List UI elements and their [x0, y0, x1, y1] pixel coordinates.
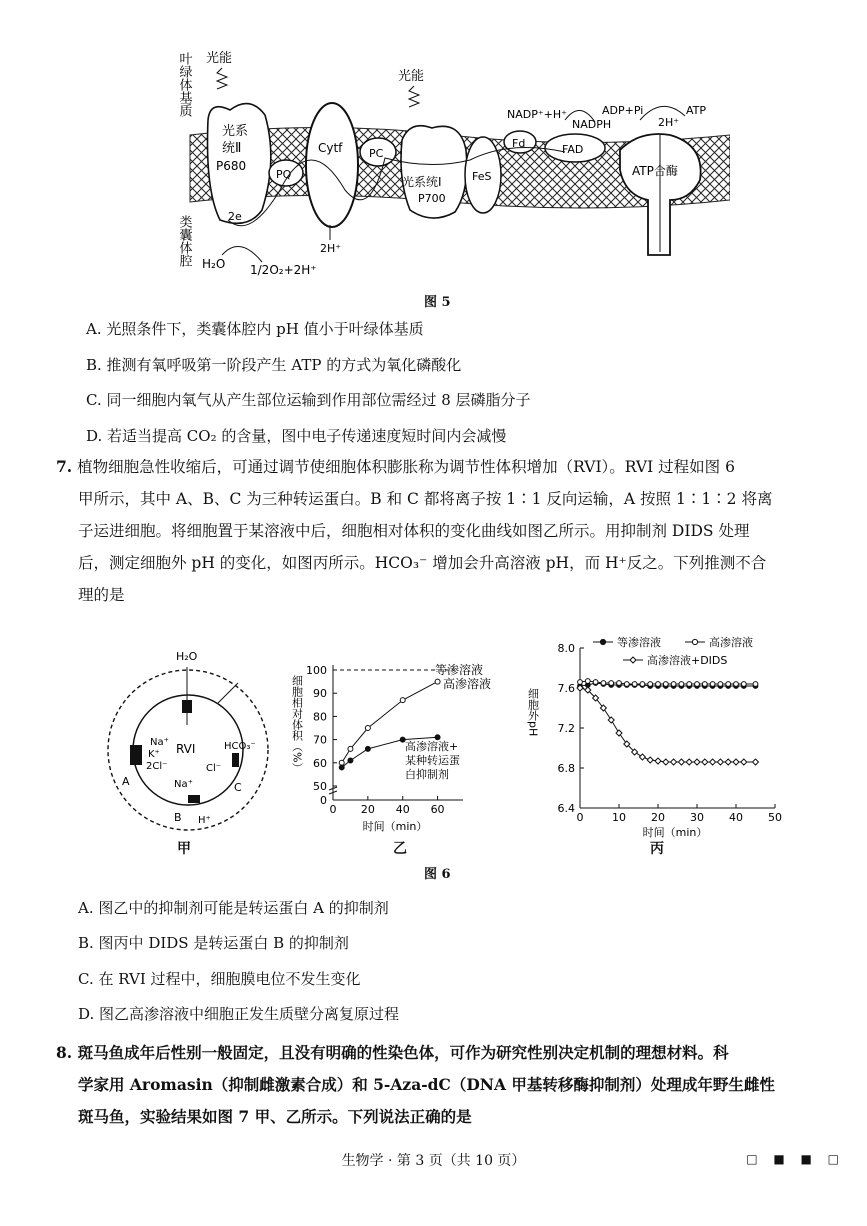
bing-point	[695, 682, 700, 687]
ps2-line-3: P680	[216, 159, 247, 173]
q8-line-1: 斑马鱼成年后性别一般固定，且没有明确的性染色体，可作为研究性别决定机制的理想材料。科	[77, 1043, 729, 1062]
figure-6-caption: 图 6	[424, 867, 451, 882]
bing-point	[655, 758, 661, 764]
bing-point	[718, 682, 723, 687]
yi-point	[365, 726, 370, 731]
yi-legend-hypertonic: 高渗溶液	[443, 677, 492, 691]
yi-point	[435, 679, 440, 684]
jia-a: A	[122, 775, 130, 788]
yi-point	[339, 765, 344, 770]
bing-point	[648, 682, 653, 687]
bing-point	[647, 757, 653, 763]
h-atp-label: 2H⁺	[658, 116, 680, 129]
yi-ytick-label: 90	[313, 687, 327, 701]
jia-rvi: RVI	[176, 742, 196, 756]
bing-point	[608, 717, 614, 723]
q6-option-b: B. 推测有氧呼吸第一阶段产生 ATP 的方式为氧化磷酸化	[86, 356, 462, 374]
bing-point	[753, 759, 759, 765]
bing-point	[585, 679, 590, 684]
electron-label: 2e	[228, 210, 242, 223]
bing-xtick-label: 10	[612, 811, 626, 824]
nadp-label: NADP⁺+H⁺	[507, 108, 567, 121]
q7-option-c: C. 在 RVI 过程中，细胞膜电位不发生变化	[78, 970, 361, 988]
adp-label: ADP+Pi	[602, 104, 644, 117]
jia-na-bottom: Na⁺	[174, 779, 193, 790]
q8-line-2: 学家用 Aromasin（抑制雌激素合成）和 5-Aza-dC（DNA 甲基转移酶抑制剂）处理成年野生雌性	[78, 1075, 775, 1094]
jia-cl: Cl⁻	[206, 763, 222, 774]
jia-2cl: 2Cl⁻	[146, 761, 168, 772]
jia-label: 甲	[177, 841, 191, 857]
q7-line-3: 子运进细胞。将细胞置于某溶液中后，细胞相对体积的变化曲线如图乙所示。用抑制剂 DIDS 处理	[78, 522, 750, 540]
bing-ytick-label: 7.6	[557, 682, 575, 695]
yi-point	[348, 758, 353, 763]
figure-6-yi-chart	[285, 655, 515, 845]
light-zigzag-1	[217, 68, 227, 89]
bing-xtick-label: 0	[576, 811, 584, 824]
bing-ytick-label: 6.8	[557, 762, 575, 775]
q6-option-c: C. 同一细胞内氧气从产生部位运输到作用部位需经过 8 层磷脂分子	[86, 391, 531, 409]
bing-point	[624, 682, 629, 687]
nadph-label: NADPH	[572, 118, 612, 131]
bing-xtick-label: 20	[651, 811, 665, 824]
yi-legend-inhibitor: 白抑制剂	[405, 768, 449, 781]
cytf-label: Cytf	[318, 141, 343, 155]
bing-ytick-label: 6.4	[557, 802, 575, 815]
bing-point	[702, 759, 708, 765]
jia-h: H⁺	[198, 815, 211, 826]
bing-ytick-label: 8.0	[557, 642, 575, 655]
bing-point	[710, 682, 715, 687]
bing-point	[678, 759, 684, 765]
q8-number: 8.	[56, 1043, 73, 1062]
figure-5-thylakoid-diagram	[170, 40, 730, 290]
q6-option-d: D. 若适当提高 CO₂ 的含量，图中电子传递速度短时间内会减慢	[86, 427, 507, 445]
ps2-line-1: 光系	[222, 124, 249, 139]
bing-xtick-label: 30	[690, 811, 704, 824]
bing-point	[617, 681, 622, 686]
bing-legend-1: 高渗溶液	[709, 636, 753, 649]
pq-label: PQ	[276, 168, 292, 181]
yi-ylabel: 细胞相对体积（%）	[290, 675, 304, 774]
bing-point	[632, 682, 637, 687]
atp-label: ATP	[686, 104, 707, 117]
bing-point	[671, 682, 676, 687]
oxygen-label: 1/2O₂+2H⁺	[250, 263, 317, 277]
ps2-line-2: 统Ⅱ	[222, 141, 242, 156]
light-zigzag-2	[409, 86, 419, 107]
bing-legend-marker-0	[600, 639, 605, 644]
yi-ytick-label: 50	[313, 780, 327, 793]
bing-xlabel: 时间（min）	[642, 826, 708, 839]
bing-ytick-label: 7.2	[557, 722, 575, 735]
yi-point	[365, 746, 370, 751]
bing-point	[717, 759, 723, 765]
bing-point	[663, 682, 668, 687]
bing-label: 丙	[650, 841, 664, 857]
atp-synthase-label: ATP合酶	[632, 164, 678, 178]
cytf	[306, 103, 358, 227]
bing-point	[733, 759, 739, 765]
yi-legend-inhibitor: 某种转运蛋	[405, 754, 460, 767]
figure-5-caption: 图 5	[424, 295, 451, 310]
bing-point	[694, 759, 700, 765]
bing-series-line-2	[580, 688, 756, 762]
bing-point	[734, 682, 739, 687]
bing-ylabel: 细胞外pH	[526, 688, 540, 737]
bing-point	[671, 759, 677, 765]
jia-c: C	[234, 781, 242, 794]
water-label: H₂O	[202, 257, 226, 271]
yi-xtick-label: 40	[395, 803, 410, 816]
yi-legend-isotonic: 等渗溶液	[435, 663, 484, 677]
bing-legend-marker-2	[630, 657, 636, 663]
bing-point	[702, 682, 707, 687]
q7-option-a: A. 图乙中的抑制剂可能是转运蛋白 A 的抑制剂	[78, 899, 389, 917]
lumen-label: 类囊体腔	[176, 215, 192, 267]
jia-h2o: H₂O	[176, 650, 198, 663]
bing-point	[725, 759, 731, 765]
figure-6-jia-cell	[100, 645, 280, 845]
q7-option-b: B. 图丙中 DIDS 是转运蛋白 B 的抑制剂	[78, 934, 349, 952]
h-cyt-label: 2H⁺	[320, 242, 342, 255]
jia-na-top: Na⁺	[150, 737, 169, 748]
yi-legend-inhibitor: 高渗溶液+	[405, 740, 459, 753]
yi-ytick-label: 0	[320, 794, 327, 807]
bing-point	[663, 759, 669, 765]
light-label-1: 光能	[206, 51, 233, 66]
bing-point	[686, 759, 692, 765]
light-label-2: 光能	[398, 69, 425, 84]
yi-ytick-label: 80	[313, 710, 327, 724]
bing-xtick-label: 40	[729, 811, 743, 824]
bing-xtick-label: 50	[768, 811, 782, 824]
q7-number: 7.	[56, 457, 73, 476]
q6-option-a: A. 光照条件下，类囊体腔内 pH 值小于叶绿体基质	[86, 320, 424, 338]
bing-point	[710, 759, 716, 765]
bing-legend-marker-1	[692, 639, 697, 644]
footer-marks: □ ■ ■ □	[746, 1152, 845, 1166]
yi-xtick-label: 0	[329, 803, 337, 816]
bing-point	[593, 680, 598, 685]
fad-label: FAD	[562, 143, 584, 156]
bing-point	[640, 682, 645, 687]
bing-point	[639, 754, 645, 760]
stroma-label: 叶绿体基质	[176, 52, 192, 117]
q7-option-d: D. 图乙高渗溶液中细胞正发生质壁分离复原过程	[78, 1005, 400, 1023]
bing-point	[741, 759, 747, 765]
q7-line-5: 理的是	[78, 586, 125, 604]
yi-ytick-label: 70	[313, 733, 327, 747]
bing-point	[741, 682, 746, 687]
page-footer: 生物学 · 第 3 页（共 10 页）	[341, 1153, 526, 1169]
q7-line-2: 甲所示，其中 A、B、C 为三种转运蛋白。B 和 C 都将离子按 1∶1 反向运输，A 按照 1∶1∶2 将离	[78, 490, 773, 508]
yi-point	[400, 698, 405, 703]
question-8-stem	[56, 1037, 826, 1133]
yi-label: 乙	[393, 841, 407, 857]
ps1-line-2: P700	[418, 192, 446, 205]
bing-point	[687, 682, 692, 687]
q7-line-4: 后，测定细胞外 pH 的变化，如图丙所示。HCO₃⁻ 增加会升高溶液 pH，而 H⁺反之。下列推测不合	[78, 554, 767, 572]
q8-line-3: 斑马鱼，实验结果如图 7 甲、乙所示。下列说法正确的是	[78, 1107, 472, 1126]
bing-point	[656, 682, 661, 687]
figure-6-bing-chart	[525, 630, 795, 840]
bing-point	[578, 680, 583, 685]
fd-label: Fd	[512, 137, 526, 150]
pc-label: PC	[369, 147, 384, 160]
jia-k: K⁺	[148, 749, 160, 760]
yi-ytick-label: 100	[306, 664, 327, 677]
ps1-line-1: 光系统Ⅰ	[402, 175, 442, 189]
bing-point	[726, 682, 731, 687]
yi-ytick-label: 60	[313, 756, 327, 770]
yi-xlabel: 时间（min）	[362, 820, 428, 833]
bing-legend-2: 高渗溶液+DIDS	[647, 654, 728, 667]
bing-point	[679, 682, 684, 687]
jia-hco3: HCO₃⁻	[224, 741, 256, 752]
bing-point	[601, 681, 606, 686]
yi-xtick-label: 20	[360, 803, 375, 816]
jia-b: B	[174, 811, 182, 824]
bing-point	[609, 681, 614, 686]
fes-label: FeS	[472, 170, 492, 183]
q7-line-1: 植物细胞急性收缩后，可通过调节使细胞体积膨胀称为调节性体积增加（RVI）。RVI 过程如图 6	[77, 458, 735, 476]
bing-legend-0: 等渗溶液	[617, 636, 661, 649]
yi-xtick-label: 60	[430, 803, 445, 816]
yi-point	[348, 746, 353, 751]
bing-point	[753, 682, 758, 687]
question-7-stem	[56, 451, 826, 611]
